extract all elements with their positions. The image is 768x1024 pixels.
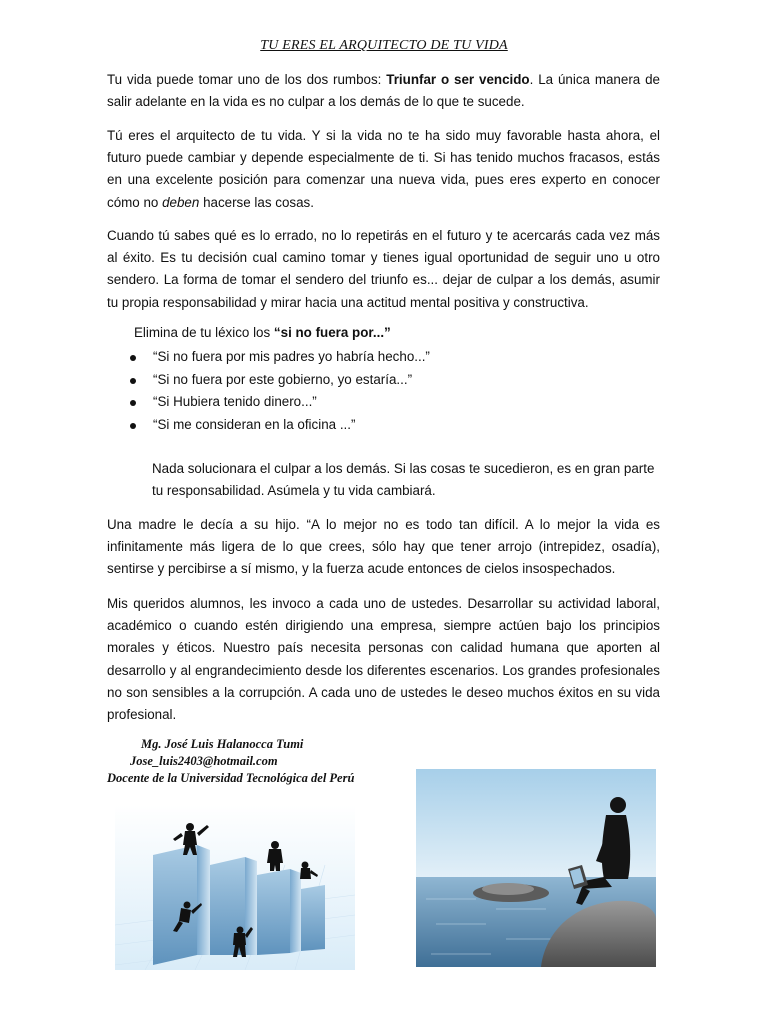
signature-position: Docente de la Universidad Tecnológica del Perú <box>107 771 355 785</box>
paragraph-1 <box>107 69 660 113</box>
signature-email: Jose_luis2403@hotmail.com <box>130 754 278 768</box>
list-item-text: “Si no fuera por este gobierno, yo estaría...” <box>153 371 413 387</box>
list-item <box>107 346 430 369</box>
p2-text-a: Tú eres el arquitecto de tu vida. Y si la vida no te ha sido muy favorable hasta ahora, el futuro puede cambiar y depende especialmente de ti. Si has tenido muchos fracasos, estás en una excelente posición para comenzar una nueva vida, pues eres experto en conocer cómo no <box>107 128 660 210</box>
bullet-icon <box>130 423 136 429</box>
list-item <box>107 369 430 392</box>
p2-text-b: hacerse las cosas. <box>199 194 314 210</box>
list-item <box>107 391 430 414</box>
list-item-text: “Si no fuera por mis padres yo habría hecho...” <box>153 349 430 364</box>
man-on-rock-image <box>416 769 656 967</box>
elimina-bold-text: “si no fuera por...” <box>273 325 391 340</box>
p1-text-a: Tu vida puede tomar uno de los dos rumbos: <box>107 72 387 87</box>
p1-bold-text: Triunfar o ser vencido <box>386 72 530 87</box>
bullet-icon <box>130 400 136 406</box>
list-item <box>107 414 430 437</box>
paragraph-2 <box>107 125 660 214</box>
signature-name: Mg. José Luis Halanocca Tumi <box>141 737 304 751</box>
bullet-icon <box>130 355 136 361</box>
list-item-text: “Si Hubiera tenido dinero...” <box>153 394 317 410</box>
paragraph-3: Cuando tú sabes qué es lo errado, no lo repetirás en el futuro y te acercarás cada vez más al éxito. Es tu decisión cual camino tomar y tienes igual oportunidad de seguir uno u otro sendero. La forma de tomar el sendero del triunfo es... dejar de culpar a los demás, asumir tu propia responsabilidad y mirar hacia una actitud mental positiva y constructiva. <box>107 228 660 310</box>
elimina-line <box>134 325 391 340</box>
climbing-steps-image <box>115 805 355 970</box>
paragraph-6: Mis queridos alumnos, les invoco a cada uno de ustedes. Desarrollar su actividad laboral, académico o cuando estén dirigiendo una empresa, siempre actúen bajo los principios morales y éticos. Nuestro país necesita personas con calidad humana que aporten al desarrollo y al engrandecimiento desde los diferentes escenarios. Los grandes profesionales no son sensibles a la corrupción. A cada uno de ustedes le deseo muchos éxitos en su vida profesional. <box>107 596 660 723</box>
bullet-list <box>107 346 430 436</box>
paragraph-5: Una madre le decía a su hijo. “A lo mejor no es todo tan difícil. A lo mejor la vida es infinitamente más ligera de lo que crees, sólo hay que tener arrojo (intrepidez, osadía), sentirse y percibirse a sí mismo, y la fuerza acude entonces de cielos insospechados. <box>107 517 660 577</box>
paragraph-4: Nada solucionara el culpar a los demás. Si las cosas te sucedieron, es en gran parte tu responsabilidad. Asúmela y tu vida cambiará. <box>152 461 655 499</box>
p1-text-c: . La única manera de salir adelante en la vida es no culpar a los demás de lo que te sucede. <box>107 72 660 110</box>
elimina-text: Elimina de tu léxico los <box>134 325 274 340</box>
list-item-text: “Si me consideran en la oficina ...” <box>153 416 356 432</box>
document-title: TU ERES EL ARQUITECTO DE TU VIDA <box>260 38 508 53</box>
bullet-icon <box>130 378 136 384</box>
p2-italic-text: deben <box>162 194 200 210</box>
